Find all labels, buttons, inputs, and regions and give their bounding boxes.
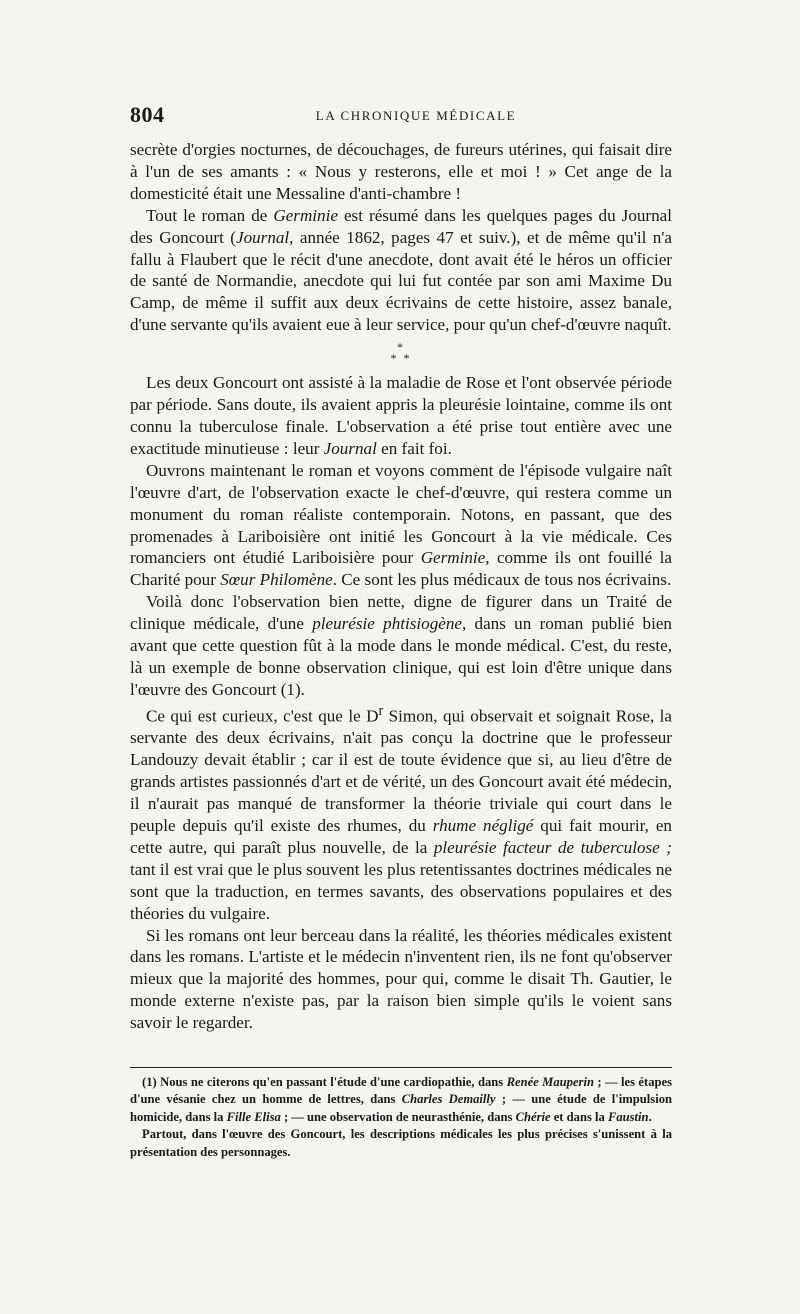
italic-title: Germinie (273, 205, 338, 225)
italic-title: Chérie (515, 1109, 551, 1124)
text-run: ; — une étude de l'impulsion homicide, dans la (130, 1092, 672, 1124)
text-run: Tout le roman de (146, 205, 274, 225)
text-run: Simon, qui observait et soignait Rose, la servante des deux écrivains, n'ait pas conçu la doctrine que le professeur Landouzy devait établir ; car il est de toute évidence que si, au lieu d'être de grands artistes passionnés d'art et de vérité, un des Goncourt avait été médecin, il n'aurait pas manqué de transformer la théorie triviale qui court dans le peuple depuis qu'il existe des rhumes, du (130, 706, 672, 835)
asterism-stars: * * (390, 351, 412, 366)
running-title: LA CHRONIQUE MÉDICALE (315, 108, 517, 123)
text-run: Ouvrons maintenant le roman et voyons comment de l'épisode vulgaire naît l'œuvre d'art, de l'observation exacte le chef-d'œuvre, qui restera comme un monument du roman réaliste contemporain. Notons, en passant, que des promenades à Lariboisière ont initié les Goncourt à la vie médicale. Ces romanciers ont étudié Lariboisière pour (130, 460, 672, 568)
text-run: qui fait mourir, en cette autre, qui paraît plus nouvelle, de la (130, 815, 672, 857)
paragraph-3 (130, 372, 672, 460)
italic-term: pleurésie phtisiogène (312, 614, 462, 634)
text-run: tant il est vrai que le plus souvent les plus retentissantes doctrines médicales ne sont que la traduction, en termes savants, des observations populaires et des théories du vulgaire. (130, 859, 672, 923)
text-run: en fait foi. (376, 438, 452, 458)
italic-title: Faustin (607, 1109, 649, 1124)
text-run: Les deux Goncourt ont assisté à la maladie de Rose et l'ont observée période par période. Sans doute, ils avaient appris la pleurésie lointaine, comme ils ont connu la tuberculose finale. L'observation a été prise tout entière avec une exactitude minutieuse : leur (130, 373, 672, 458)
page-header (130, 100, 672, 134)
footnote-rule (130, 1067, 672, 1068)
text-run: . (648, 1109, 652, 1124)
text-run: (1) Nous ne citerons qu'en passant l'étude d'une cardiopathie, dans (142, 1075, 507, 1089)
footnote-1 (130, 1074, 672, 1126)
text-run: et dans la (550, 1109, 608, 1124)
italic-term: rhume négligé (432, 815, 534, 835)
italic-title: Journal (323, 438, 377, 458)
superscript: r (378, 702, 384, 719)
text-run: ; — une observation de neurasthénie, dans (280, 1109, 516, 1124)
page-number: 804 (130, 102, 165, 127)
section-asterism (130, 342, 672, 364)
asterism-star: * (397, 340, 405, 355)
paragraph-5 (130, 591, 672, 701)
text-run: Ce qui est curieux, c'est que le D (146, 706, 379, 726)
italic-term: pleurésie facteur de tuberculose ; (433, 837, 672, 857)
text-run: , dans un roman publié bien avant que cette question fût à la mode dans le monde médical. C'est, du reste, là un exemple de bonne observation clinique, qui est loin d'être unique dans l'œuvre des Goncourt (1). (130, 614, 672, 699)
paragraph-1 (130, 139, 672, 205)
text-run: secrète d'orgies nocturnes, de découchages, de fureurs utérines, qui faisait dire à l'un de ses amants : « Nous y resterons, elle et moi ! » Cet ange de la domesticité était une Messaline d'anti-chambre ! (130, 140, 672, 203)
text-run: , comme ils ont fouillé la Charité pour (130, 548, 673, 590)
paragraph-4 (130, 460, 672, 591)
text-run: Si les romans ont leur berceau dans la réalité, les théories médicales existent dans les romans. L'artiste et le médecin n'inventent rien, ils ne font qu'observer mieux que la majorité des hommes, pour qui, comme le disait Th. Gautier, le monde externe n'existe pas, par la raison bien simple qu'ils le voient sans savoir le regarder. (130, 925, 672, 1033)
text-run: . Ce sont les plus médicaux de tous nos écrivains. (332, 570, 672, 590)
paragraph-2 (130, 205, 672, 336)
italic-title: Fille Elisa (226, 1109, 281, 1124)
footnote-2 (130, 1126, 672, 1161)
italic-title: Charles Demailly (401, 1092, 496, 1107)
text-run: , année 1862, pages 47 et suiv.), et de même qu'il n'a fallu à Flaubert que le récit d'une anecdote, dont avait été le héros un officier de santé de Normandie, anecdote qui lui fut contée par son ami Maxime Du Camp, de même il suffit aux deux écrivains de cette histoire, assez banale, d'une servante qu'ils avaient eue à leur service, pour qu'un chef-d'œuvre naquît. (130, 227, 672, 335)
text-run: Voilà donc l'observation bien nette, digne de figurer dans un Traité de clinique médicale, d'une (130, 592, 672, 634)
main-text (130, 139, 672, 1034)
text-run: ; — les étapes d'une vésanie chez un homme de lettres, dans (130, 1075, 672, 1107)
paragraph-6 (130, 701, 672, 925)
italic-title: Journal (235, 227, 290, 247)
text-run: Partout, dans l'œuvre des Goncourt, les descriptions médicales les plus précises s'unissent à la présentation des personnages. (130, 1127, 672, 1159)
italic-title: Germinie (420, 548, 486, 568)
paragraph-7 (130, 925, 672, 1035)
text-run: est résumé dans les quelques pages du Journal des Goncourt ( (130, 205, 672, 247)
italic-title: Sœur Philomène (220, 570, 333, 590)
italic-title: Renée Mauperin (506, 1075, 594, 1089)
footnotes (130, 1074, 672, 1161)
